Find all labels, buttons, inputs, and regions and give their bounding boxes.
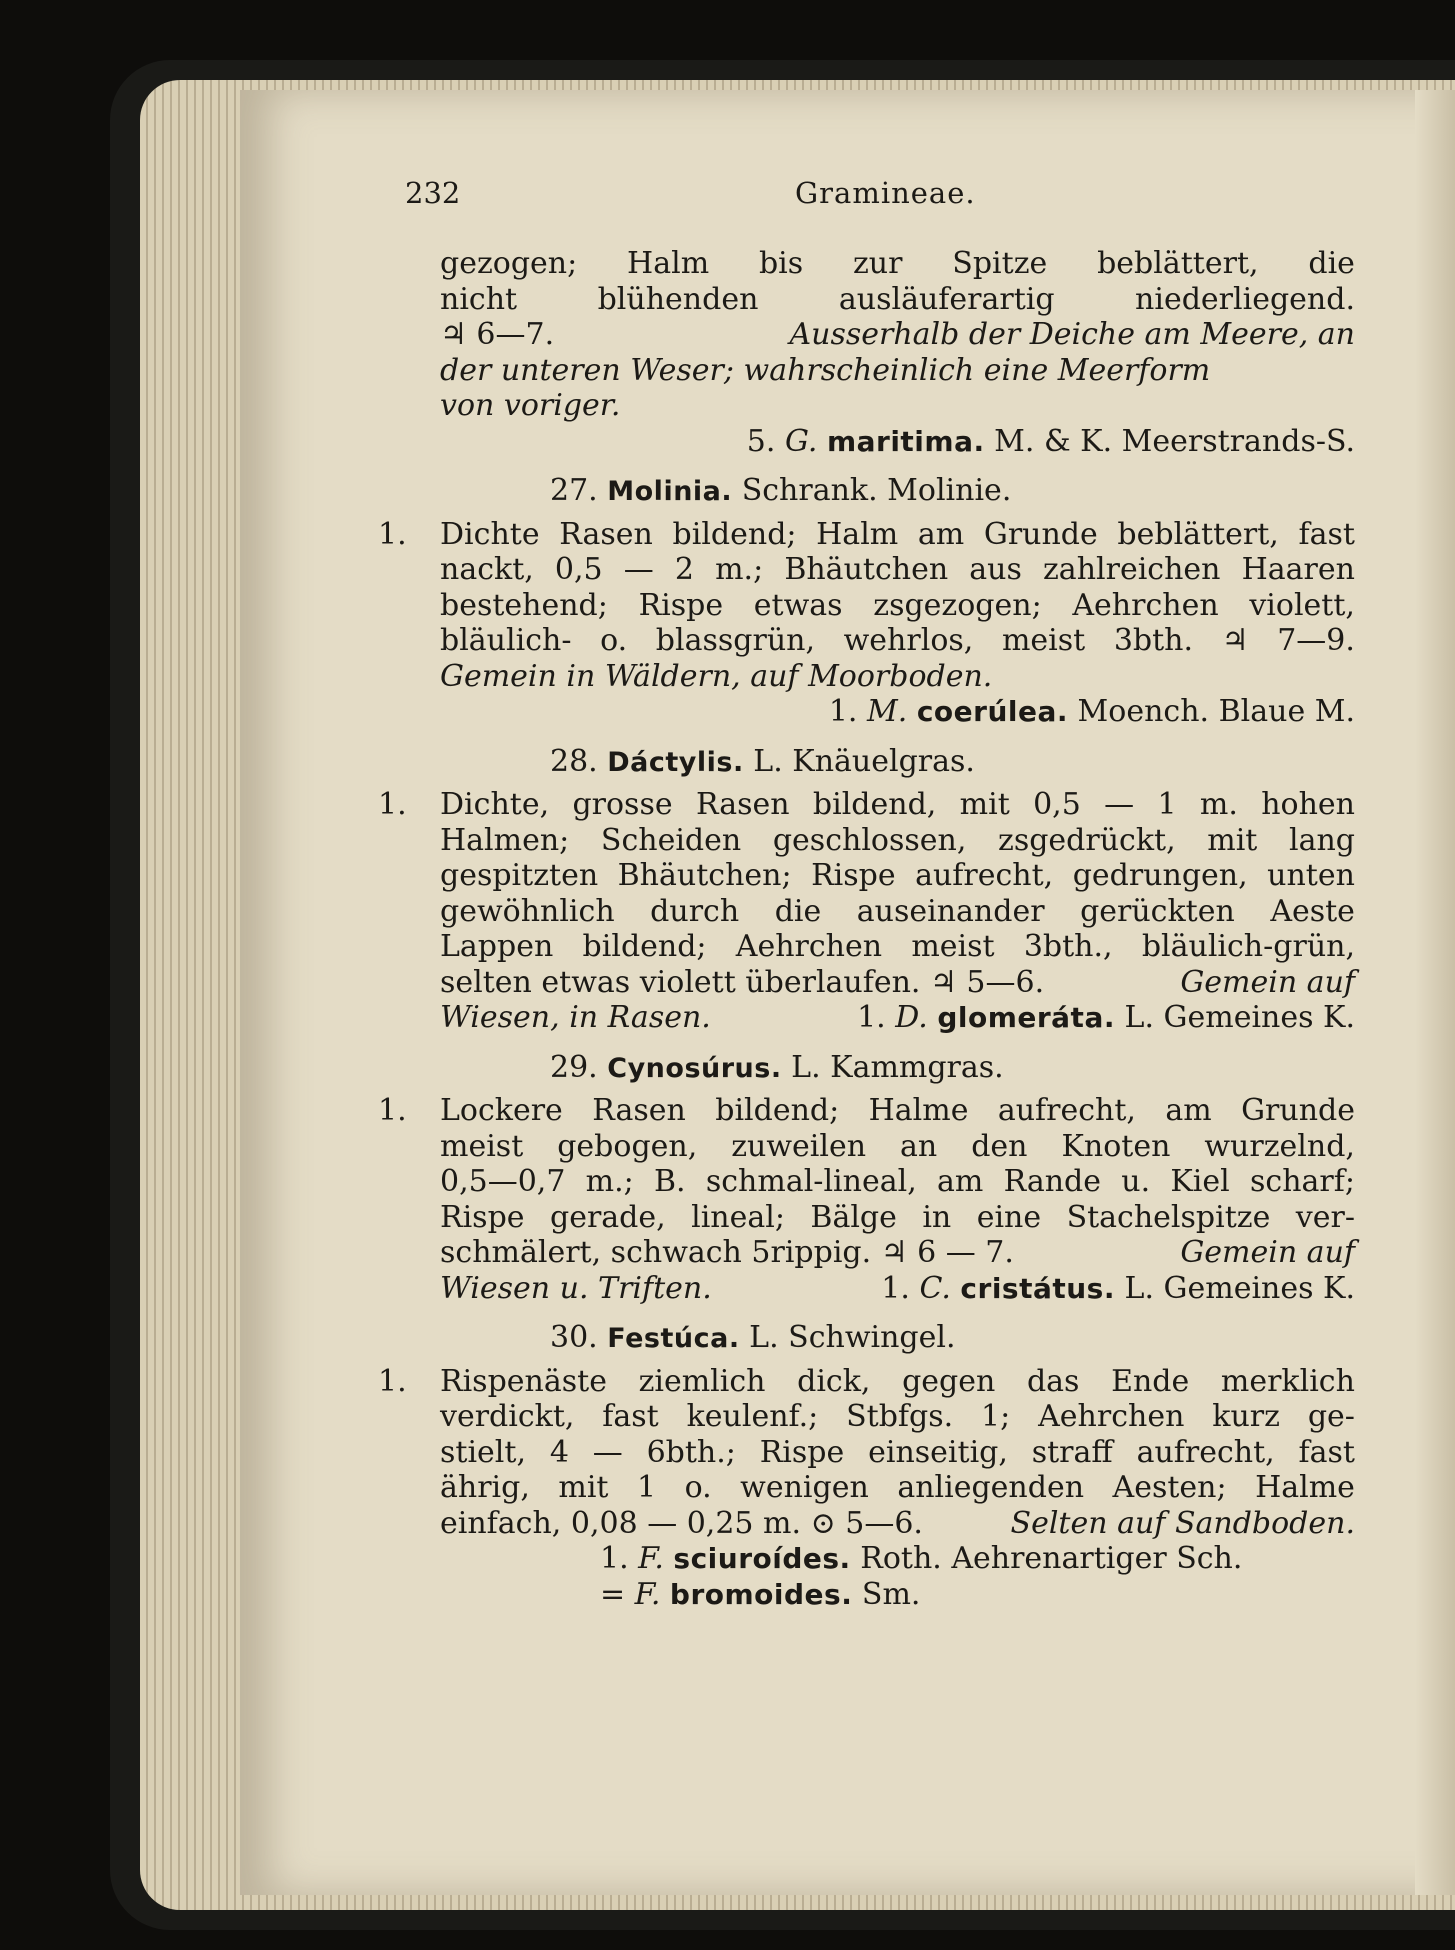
text-line (440, 1364, 1355, 1400)
word: fast (1298, 516, 1355, 552)
genus-author: Schrank. Molinie. (741, 473, 1012, 508)
word: violett, (1249, 587, 1355, 623)
flowering-info: schmälert, schwach 5rippig. ♃ 6 — 7. (440, 1235, 1014, 1270)
text-line (440, 659, 1355, 695)
key-entry (378, 1363, 1355, 1613)
word: keulenf.; (686, 1399, 819, 1434)
word: 3bth. (1113, 623, 1194, 658)
word: scharf; (1250, 1164, 1355, 1199)
key-number: 1. (378, 1093, 407, 1128)
word: bildend; (672, 516, 797, 552)
word: Dichte, (440, 787, 550, 822)
page-gutter (1415, 90, 1455, 1895)
key-entry (378, 1093, 1355, 1306)
word: bildend, (812, 787, 937, 822)
genus-author: L. Kammgras. (791, 1049, 1004, 1085)
word: Rasen (695, 787, 790, 822)
word: Halme (868, 1093, 969, 1128)
word: Dichte (440, 516, 540, 552)
word: Halmen; (440, 822, 570, 858)
word: das (1026, 1363, 1080, 1399)
word: gegen (902, 1363, 996, 1399)
word: Bhäutchen; (617, 858, 792, 893)
word: die (774, 893, 822, 929)
text-line (440, 353, 1355, 389)
genus-number: 30. (550, 1320, 598, 1355)
word: 1 (1157, 787, 1177, 822)
word: ge- (1307, 1399, 1355, 1434)
genus-author: L. Schwingel. (749, 1320, 956, 1355)
text-line (440, 1129, 1355, 1165)
word: zahlreichen (1043, 552, 1221, 587)
species-genus-abbr: G. (784, 423, 818, 459)
word: 0,5—0,7 (440, 1164, 566, 1199)
text-line (440, 1200, 1355, 1236)
habitat-text: Wiesen, in Rasen. (440, 1000, 711, 1035)
species-author: L. Gemeines K. (1124, 1270, 1355, 1306)
species-genus-abbr: M. (867, 694, 908, 729)
habitat-text: Wiesen u. Triften. (440, 1270, 712, 1306)
word: dick, (797, 1363, 871, 1399)
word: hohen (1261, 787, 1355, 822)
synonym-prefix: = F. (600, 1576, 661, 1612)
habitat-text: Selten auf Sandboden. (1010, 1505, 1355, 1541)
word: durch (650, 893, 740, 929)
text-line (440, 1164, 1355, 1200)
word: bläulich-grün, (1141, 929, 1355, 964)
word: nicht (440, 281, 518, 317)
word: bis (758, 246, 804, 281)
word: unten (1267, 858, 1355, 893)
species-line (440, 694, 1355, 730)
word: Halm (816, 516, 899, 552)
word: Rande (1003, 1164, 1102, 1199)
word: ährig, (440, 1470, 530, 1505)
word: Lappen (440, 929, 554, 964)
word: Rasen (592, 1093, 686, 1128)
habitat-text: von voriger. (440, 388, 621, 423)
word: m. (1199, 787, 1238, 822)
species-name: cristátus. (960, 1271, 1115, 1305)
word: die (1308, 246, 1355, 281)
key-number: 1. (378, 1363, 407, 1399)
key-number: 1. (378, 516, 407, 552)
word: zsgezogen; (873, 587, 1042, 623)
page-number: 232 (405, 176, 461, 210)
word: etwas (753, 587, 843, 623)
word: Kiel (1170, 1164, 1230, 1199)
word: wenigen (740, 1470, 869, 1505)
text-line (440, 1506, 1355, 1542)
text-line (440, 1399, 1355, 1435)
key-entry (378, 516, 1355, 730)
word: gerade, (549, 1199, 666, 1235)
word: Stbfgs. (846, 1399, 954, 1434)
word: Rispe (811, 858, 896, 893)
species-genus-abbr: C. (919, 1270, 951, 1306)
word: niederliegend. (1135, 281, 1355, 317)
synonym-name: bromoides. (669, 1577, 853, 1611)
text-line (440, 317, 1355, 353)
genus-number: 29. (550, 1049, 598, 1085)
word: gerückten (1080, 893, 1235, 929)
word: aufrecht, (1136, 1434, 1275, 1470)
species-name: sciuroídes. (673, 1542, 851, 1575)
word: Rispe (440, 1199, 525, 1235)
genus-number: 28. (550, 743, 598, 779)
word: kurz (1212, 1399, 1280, 1434)
word: m.; (585, 1164, 634, 1199)
text-line (440, 552, 1355, 588)
word: Aesten; (1112, 1470, 1227, 1505)
word: in (922, 1199, 952, 1235)
word: beblättert, (1097, 246, 1259, 281)
word: 1; (981, 1399, 1011, 1434)
genus-name: Dáctylis. (607, 746, 744, 778)
word: bildend; (715, 1093, 840, 1128)
text-line (440, 388, 1355, 424)
word: lineal; (691, 1199, 785, 1235)
species-line (440, 1000, 1355, 1036)
word: den (971, 1128, 1028, 1164)
text-line (440, 929, 1355, 965)
word: auseinander (856, 893, 1045, 929)
word: 1 (637, 1470, 657, 1505)
word: Aehrchen (1072, 587, 1219, 623)
text-line (440, 787, 1355, 823)
word: o. (684, 1470, 712, 1505)
word: stielt, (440, 1434, 526, 1470)
word: mit (1207, 822, 1258, 858)
word: 0,5 (1033, 787, 1081, 822)
word: schmal-lineal, (705, 1164, 917, 1199)
word: u. (1121, 1164, 1151, 1199)
word: wehrlos, (843, 623, 974, 658)
word: aufrecht, (915, 858, 1054, 893)
word: am (936, 1164, 984, 1199)
genus-name: Festúca. (607, 1323, 740, 1354)
word: — (592, 1434, 623, 1470)
word: Bhäutchen (784, 552, 949, 587)
word: aufrecht, (997, 1093, 1136, 1128)
flowering-info: selten etwas violett überlaufen. ♃ 5—6. (440, 964, 1045, 1000)
species-number: 1. (600, 1541, 629, 1576)
word: gedrungen, (1072, 858, 1248, 893)
genus-author: L. Knäuelgras. (753, 743, 975, 779)
word: mit (558, 1470, 609, 1505)
word: 7—9. (1277, 623, 1355, 658)
species-number: 1. (857, 1000, 886, 1035)
word: merklich (1220, 1363, 1355, 1399)
word: Rasen (559, 516, 653, 552)
species-genus-abbr: F. (638, 1541, 664, 1576)
species-author: Moench. Blaue M. (1077, 694, 1355, 729)
species-name: maritima. (826, 424, 985, 458)
habitat-text: der unteren Weser; wahrscheinlich eine Meerform (440, 352, 1211, 388)
word: fast (602, 1399, 659, 1434)
word: gewöhnlich (440, 893, 615, 929)
word: Bälge (810, 1199, 897, 1235)
text-line (440, 965, 1355, 1001)
habitat-text: Gemein auf (1180, 964, 1355, 1000)
species-author: M. & K. Meerstrands-S. (994, 423, 1355, 459)
synonym-line (440, 1577, 1355, 1613)
word: straff (1031, 1434, 1113, 1470)
habitat-text: Gemein in Wäldern, auf Moorboden. (440, 658, 993, 694)
running-title: Gramineae. (795, 176, 976, 210)
text-line (440, 823, 1355, 859)
word: meist (911, 929, 995, 964)
word: Scheiden (600, 822, 742, 858)
word: an (900, 1128, 938, 1164)
word: nackt, (440, 552, 534, 587)
word: Halme (1255, 1470, 1355, 1505)
species-line (440, 1271, 1355, 1307)
text-line (440, 1093, 1355, 1129)
word: gezogen; (440, 246, 578, 281)
genus-heading (440, 1320, 1355, 1356)
word: mit (959, 787, 1010, 822)
word: ver- (1295, 1199, 1355, 1235)
synonym-author: Sm. (861, 1576, 921, 1612)
word: blassgrün, (655, 623, 815, 658)
word: Lockere (440, 1093, 563, 1128)
word: geschlossen, (772, 822, 967, 858)
text-line (440, 1235, 1355, 1271)
word: blühenden (597, 281, 759, 317)
word: ♃ (1221, 623, 1249, 658)
word: gebogen, (557, 1128, 698, 1164)
word: Stachelspitze (1066, 1199, 1271, 1235)
word: Haaren (1241, 552, 1355, 587)
genus-heading (440, 1050, 1355, 1086)
word: grosse (572, 787, 673, 822)
word: Grunde (1241, 1093, 1355, 1128)
word: ziemlich (638, 1363, 766, 1399)
text-line (440, 588, 1355, 624)
word: Aeste (1270, 893, 1355, 929)
word: Aehrchen (735, 929, 883, 964)
word: anliegenden (897, 1470, 1085, 1505)
species-number: 1. (828, 694, 858, 729)
word: eine (976, 1199, 1042, 1235)
species-name: glomeráta. (937, 1001, 1115, 1034)
species-line (440, 1541, 1355, 1577)
word: einseitig, (868, 1434, 1008, 1470)
text-line (440, 1470, 1355, 1506)
word: lang (1288, 822, 1355, 858)
species-number: 5. (746, 423, 776, 459)
word: bestehend; (440, 587, 608, 623)
word: Rispe (638, 587, 724, 623)
word: Halm (627, 246, 710, 281)
word: fast (1298, 1434, 1355, 1470)
word: ausläuferartig (838, 281, 1055, 317)
text-line (440, 246, 1355, 282)
word: Ende (1111, 1363, 1190, 1399)
flowering-info: ♃ 6—7. (440, 317, 555, 352)
word: 2 (674, 552, 694, 587)
genus-name: Cynosúrus. (607, 1052, 782, 1084)
word: gespitzten (440, 858, 599, 893)
habitat-text: Gemein auf (1180, 1235, 1355, 1270)
key-entry (378, 787, 1355, 1036)
text-line (440, 517, 1355, 553)
word: m.; (715, 552, 764, 587)
species-number: 1. (881, 1270, 910, 1306)
genus-heading (440, 473, 1355, 509)
species-author: Roth. Aehrenartiger Sch. (860, 1541, 1243, 1576)
text-line (440, 623, 1355, 659)
word: Aehrchen (1038, 1399, 1185, 1434)
species-genus-abbr: D. (895, 1000, 928, 1035)
word: bläulich- (440, 623, 572, 658)
word: Grunde (983, 516, 1098, 552)
word: Spitze (952, 246, 1048, 281)
species-line (440, 424, 1355, 460)
word: aus (969, 552, 1022, 587)
species-author: L. Gemeines K. (1124, 1000, 1355, 1035)
word: 6bth.; (646, 1434, 736, 1470)
word: beblättert, (1117, 516, 1279, 552)
word: — (1104, 787, 1135, 822)
genus-name: Molinia. (607, 476, 733, 507)
word: 4 (549, 1434, 569, 1470)
word: 0,5 (554, 552, 603, 587)
key-number: 1. (378, 787, 407, 822)
word: meist (1001, 623, 1086, 658)
word: bildend; (582, 929, 707, 964)
word: Rispenäste (440, 1363, 607, 1399)
word: Knoten (1061, 1128, 1171, 1164)
word: zsgedrückt, (998, 822, 1176, 858)
word: B. (654, 1164, 686, 1199)
species-name: coerúlea. (916, 695, 1068, 728)
word: — (623, 552, 654, 587)
genus-heading (440, 744, 1355, 780)
word: am (917, 516, 965, 552)
text-line (440, 858, 1355, 894)
word: Rispe (759, 1434, 845, 1470)
word: 3bth., (1023, 929, 1113, 964)
flowering-info: einfach, 0,08 — 0,25 m. ⊙ 5—6. (440, 1505, 923, 1541)
genus-number: 27. (550, 473, 598, 508)
text-line (440, 894, 1355, 930)
page-header (405, 176, 1340, 216)
page-body (378, 246, 1355, 1612)
word: meist (440, 1128, 524, 1164)
word: verdickt, (440, 1399, 575, 1434)
word: wurzelnd, (1204, 1128, 1355, 1164)
text-line (440, 1435, 1355, 1471)
habitat-text: Ausserhalb der Deiche am Meere, an (789, 317, 1355, 352)
word: am (1165, 1093, 1212, 1128)
word: zur (853, 246, 903, 281)
word: zuweilen (731, 1128, 867, 1164)
word: o. (600, 623, 628, 658)
text-line (440, 282, 1355, 318)
